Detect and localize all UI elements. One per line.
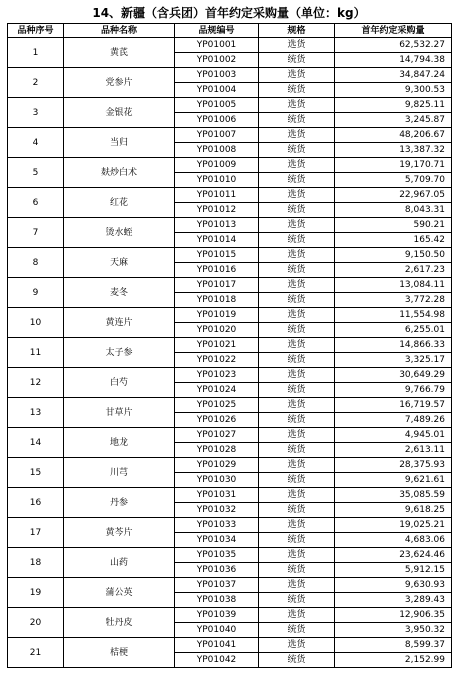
spec-cell: 统货 <box>259 53 335 68</box>
quantity-cell: 3,772.28 <box>335 293 452 308</box>
spec-cell: 统货 <box>259 653 335 668</box>
spec-cell: 选货 <box>259 188 335 203</box>
spec-cell: 选货 <box>259 248 335 263</box>
variety-seq-cell: 2 <box>8 68 64 98</box>
variety-seq-cell: 3 <box>8 98 64 128</box>
table-row <box>8 368 452 383</box>
spec-code-cell: YP01024 <box>175 383 259 398</box>
variety-seq-cell: 12 <box>8 368 64 398</box>
variety-seq-cell: 18 <box>8 548 64 578</box>
variety-name-cell: 党参片 <box>64 68 175 98</box>
quantity-cell: 9,618.25 <box>335 503 452 518</box>
spec-code-cell: YP01011 <box>175 188 259 203</box>
variety-seq-cell: 19 <box>8 578 64 608</box>
spec-code-cell: YP01020 <box>175 323 259 338</box>
variety-name-cell: 天麻 <box>64 248 175 278</box>
spec-cell: 统货 <box>259 203 335 218</box>
header-variety-name: 品种名称 <box>64 24 175 38</box>
quantity-cell: 5,912.15 <box>335 563 452 578</box>
table-row <box>8 608 452 623</box>
table-row <box>8 578 452 593</box>
spec-cell: 选货 <box>259 158 335 173</box>
header-quantity: 首年约定采购量 <box>335 24 452 38</box>
spec-code-cell: YP01029 <box>175 458 259 473</box>
variety-seq-cell: 20 <box>8 608 64 638</box>
spec-cell: 统货 <box>259 593 335 608</box>
variety-name-cell: 当归 <box>64 128 175 158</box>
spec-code-cell: YP01001 <box>175 38 259 53</box>
quantity-cell: 4,683.06 <box>335 533 452 548</box>
spec-code-cell: YP01014 <box>175 233 259 248</box>
quantity-cell: 13,084.11 <box>335 278 452 293</box>
variety-name-cell: 金银花 <box>64 98 175 128</box>
variety-seq-cell: 6 <box>8 188 64 218</box>
spec-cell: 统货 <box>259 623 335 638</box>
variety-name-cell: 黄芪 <box>64 38 175 68</box>
quantity-cell: 30,649.29 <box>335 368 452 383</box>
spec-cell: 选货 <box>259 338 335 353</box>
table-row <box>8 518 452 533</box>
spec-code-cell: YP01030 <box>175 473 259 488</box>
spec-cell: 选货 <box>259 578 335 593</box>
table-row <box>8 248 452 263</box>
variety-name-cell: 烫水蛭 <box>64 218 175 248</box>
variety-seq-cell: 8 <box>8 248 64 278</box>
quantity-cell: 9,150.50 <box>335 248 452 263</box>
spec-cell: 选货 <box>259 608 335 623</box>
spec-code-cell: YP01033 <box>175 518 259 533</box>
quantity-cell: 8,599.37 <box>335 638 452 653</box>
quantity-cell: 7,489.26 <box>335 413 452 428</box>
procurement-table <box>7 23 452 668</box>
table-row <box>8 308 452 323</box>
variety-seq-cell: 5 <box>8 158 64 188</box>
header-row <box>8 24 452 38</box>
quantity-cell: 11,554.98 <box>335 308 452 323</box>
variety-name-cell: 牡丹皮 <box>64 608 175 638</box>
spec-cell: 选货 <box>259 38 335 53</box>
spec-cell: 统货 <box>259 503 335 518</box>
spec-cell: 统货 <box>259 83 335 98</box>
spec-cell: 统货 <box>259 323 335 338</box>
variety-name-cell: 甘草片 <box>64 398 175 428</box>
variety-name-cell: 山药 <box>64 548 175 578</box>
spec-cell: 选货 <box>259 128 335 143</box>
quantity-cell: 165.42 <box>335 233 452 248</box>
header-spec: 规格 <box>259 24 335 38</box>
spec-code-cell: YP01005 <box>175 98 259 113</box>
spec-code-cell: YP01040 <box>175 623 259 638</box>
quantity-cell: 34,847.24 <box>335 68 452 83</box>
variety-name-cell: 川芎 <box>64 458 175 488</box>
spec-code-cell: YP01038 <box>175 593 259 608</box>
table-body <box>8 38 452 668</box>
spec-cell: 统货 <box>259 143 335 158</box>
variety-seq-cell: 21 <box>8 638 64 668</box>
spec-cell: 统货 <box>259 413 335 428</box>
variety-name-cell: 黄芩片 <box>64 518 175 548</box>
spec-code-cell: YP01032 <box>175 503 259 518</box>
quantity-cell: 3,245.87 <box>335 113 452 128</box>
variety-seq-cell: 17 <box>8 518 64 548</box>
quantity-cell: 3,950.32 <box>335 623 452 638</box>
spec-code-cell: YP01022 <box>175 353 259 368</box>
quantity-cell: 9,825.11 <box>335 98 452 113</box>
spec-code-cell: YP01018 <box>175 293 259 308</box>
spec-code-cell: YP01006 <box>175 113 259 128</box>
spec-code-cell: YP01041 <box>175 638 259 653</box>
spec-cell: 统货 <box>259 113 335 128</box>
spec-code-cell: YP01016 <box>175 263 259 278</box>
variety-name-cell: 蒲公英 <box>64 578 175 608</box>
table-row <box>8 398 452 413</box>
spec-code-cell: YP01036 <box>175 563 259 578</box>
spec-code-cell: YP01012 <box>175 203 259 218</box>
spec-code-cell: YP01007 <box>175 128 259 143</box>
spec-code-cell: YP01028 <box>175 443 259 458</box>
quantity-cell: 5,709.70 <box>335 173 452 188</box>
table-row <box>8 38 452 53</box>
variety-seq-cell: 4 <box>8 128 64 158</box>
quantity-cell: 9,621.61 <box>335 473 452 488</box>
spec-code-cell: YP01031 <box>175 488 259 503</box>
spec-cell: 选货 <box>259 278 335 293</box>
spec-code-cell: YP01002 <box>175 53 259 68</box>
table-row <box>8 278 452 293</box>
spec-cell: 选货 <box>259 488 335 503</box>
spec-cell: 选货 <box>259 398 335 413</box>
quantity-cell: 13,387.32 <box>335 143 452 158</box>
spec-code-cell: YP01026 <box>175 413 259 428</box>
spec-cell: 选货 <box>259 638 335 653</box>
spec-cell: 选货 <box>259 218 335 233</box>
spec-cell: 统货 <box>259 473 335 488</box>
table-header <box>8 24 452 38</box>
spec-code-cell: YP01013 <box>175 218 259 233</box>
spec-cell: 统货 <box>259 563 335 578</box>
variety-name-cell: 麦冬 <box>64 278 175 308</box>
variety-name-cell: 黄连片 <box>64 308 175 338</box>
quantity-cell: 14,794.38 <box>335 53 452 68</box>
spec-cell: 选货 <box>259 428 335 443</box>
spec-cell: 选货 <box>259 458 335 473</box>
quantity-cell: 16,719.57 <box>335 398 452 413</box>
quantity-cell: 590.21 <box>335 218 452 233</box>
spec-cell: 统货 <box>259 293 335 308</box>
quantity-cell: 6,255.01 <box>335 323 452 338</box>
quantity-cell: 4,945.01 <box>335 428 452 443</box>
quantity-cell: 3,325.17 <box>335 353 452 368</box>
variety-seq-cell: 7 <box>8 218 64 248</box>
table-row <box>8 68 452 83</box>
quantity-cell: 9,630.93 <box>335 578 452 593</box>
quantity-cell: 48,206.67 <box>335 128 452 143</box>
variety-seq-cell: 9 <box>8 278 64 308</box>
variety-seq-cell: 11 <box>8 338 64 368</box>
spec-code-cell: YP01035 <box>175 548 259 563</box>
table-row <box>8 638 452 653</box>
variety-seq-cell: 16 <box>8 488 64 518</box>
quantity-cell: 35,085.59 <box>335 488 452 503</box>
table-row <box>8 338 452 353</box>
quantity-cell: 9,766.79 <box>335 383 452 398</box>
spec-cell: 选货 <box>259 308 335 323</box>
spec-code-cell: YP01023 <box>175 368 259 383</box>
document-title: 14、新疆（含兵团）首年约定采购量（单位：kg） <box>92 6 366 20</box>
spec-code-cell: YP01017 <box>175 278 259 293</box>
quantity-cell: 12,906.35 <box>335 608 452 623</box>
spec-code-cell: YP01025 <box>175 398 259 413</box>
spec-cell: 统货 <box>259 173 335 188</box>
variety-name-cell: 太子参 <box>64 338 175 368</box>
quantity-cell: 2,152.99 <box>335 653 452 668</box>
quantity-cell: 62,532.27 <box>335 38 452 53</box>
spec-code-cell: YP01015 <box>175 248 259 263</box>
variety-name-cell: 麸炒白术 <box>64 158 175 188</box>
variety-seq-cell: 15 <box>8 458 64 488</box>
variety-seq-cell: 13 <box>8 398 64 428</box>
spec-cell: 统货 <box>259 353 335 368</box>
spec-cell: 选货 <box>259 68 335 83</box>
table-row <box>8 158 452 173</box>
spec-code-cell: YP01037 <box>175 578 259 593</box>
variety-name-cell: 地龙 <box>64 428 175 458</box>
variety-name-cell: 白芍 <box>64 368 175 398</box>
variety-seq-cell: 14 <box>8 428 64 458</box>
header-variety-seq: 品种序号 <box>8 24 64 38</box>
spec-code-cell: YP01004 <box>175 83 259 98</box>
table-row <box>8 98 452 113</box>
quantity-cell: 8,043.31 <box>335 203 452 218</box>
variety-seq-cell: 1 <box>8 38 64 68</box>
variety-name-cell: 桔梗 <box>64 638 175 668</box>
spec-cell: 统货 <box>259 233 335 248</box>
spec-code-cell: YP01009 <box>175 158 259 173</box>
quantity-cell: 2,613.11 <box>335 443 452 458</box>
quantity-cell: 2,617.23 <box>335 263 452 278</box>
quantity-cell: 23,624.46 <box>335 548 452 563</box>
table-row <box>8 488 452 503</box>
spec-cell: 选货 <box>259 368 335 383</box>
spec-code-cell: YP01021 <box>175 338 259 353</box>
table-row <box>8 188 452 203</box>
spec-code-cell: YP01008 <box>175 143 259 158</box>
table-row <box>8 548 452 563</box>
quantity-cell: 28,375.93 <box>335 458 452 473</box>
quantity-cell: 14,866.33 <box>335 338 452 353</box>
spec-cell: 选货 <box>259 548 335 563</box>
variety-seq-cell: 10 <box>8 308 64 338</box>
table-row <box>8 128 452 143</box>
spec-code-cell: YP01003 <box>175 68 259 83</box>
spec-cell: 统货 <box>259 263 335 278</box>
variety-name-cell: 红花 <box>64 188 175 218</box>
spec-code-cell: YP01039 <box>175 608 259 623</box>
spec-cell: 统货 <box>259 443 335 458</box>
spec-cell: 选货 <box>259 518 335 533</box>
table-row <box>8 428 452 443</box>
spec-code-cell: YP01019 <box>175 308 259 323</box>
spec-code-cell: YP01027 <box>175 428 259 443</box>
spec-code-cell: YP01042 <box>175 653 259 668</box>
spec-code-cell: YP01010 <box>175 173 259 188</box>
quantity-cell: 3,289.43 <box>335 593 452 608</box>
header-spec-code: 品规编号 <box>175 24 259 38</box>
spec-cell: 统货 <box>259 383 335 398</box>
quantity-cell: 19,025.21 <box>335 518 452 533</box>
spec-code-cell: YP01034 <box>175 533 259 548</box>
quantity-cell: 22,967.05 <box>335 188 452 203</box>
quantity-cell: 9,300.53 <box>335 83 452 98</box>
quantity-cell: 19,170.71 <box>335 158 452 173</box>
spec-cell: 选货 <box>259 98 335 113</box>
variety-name-cell: 丹参 <box>64 488 175 518</box>
table-row <box>8 218 452 233</box>
spec-cell: 统货 <box>259 533 335 548</box>
table-row <box>8 458 452 473</box>
